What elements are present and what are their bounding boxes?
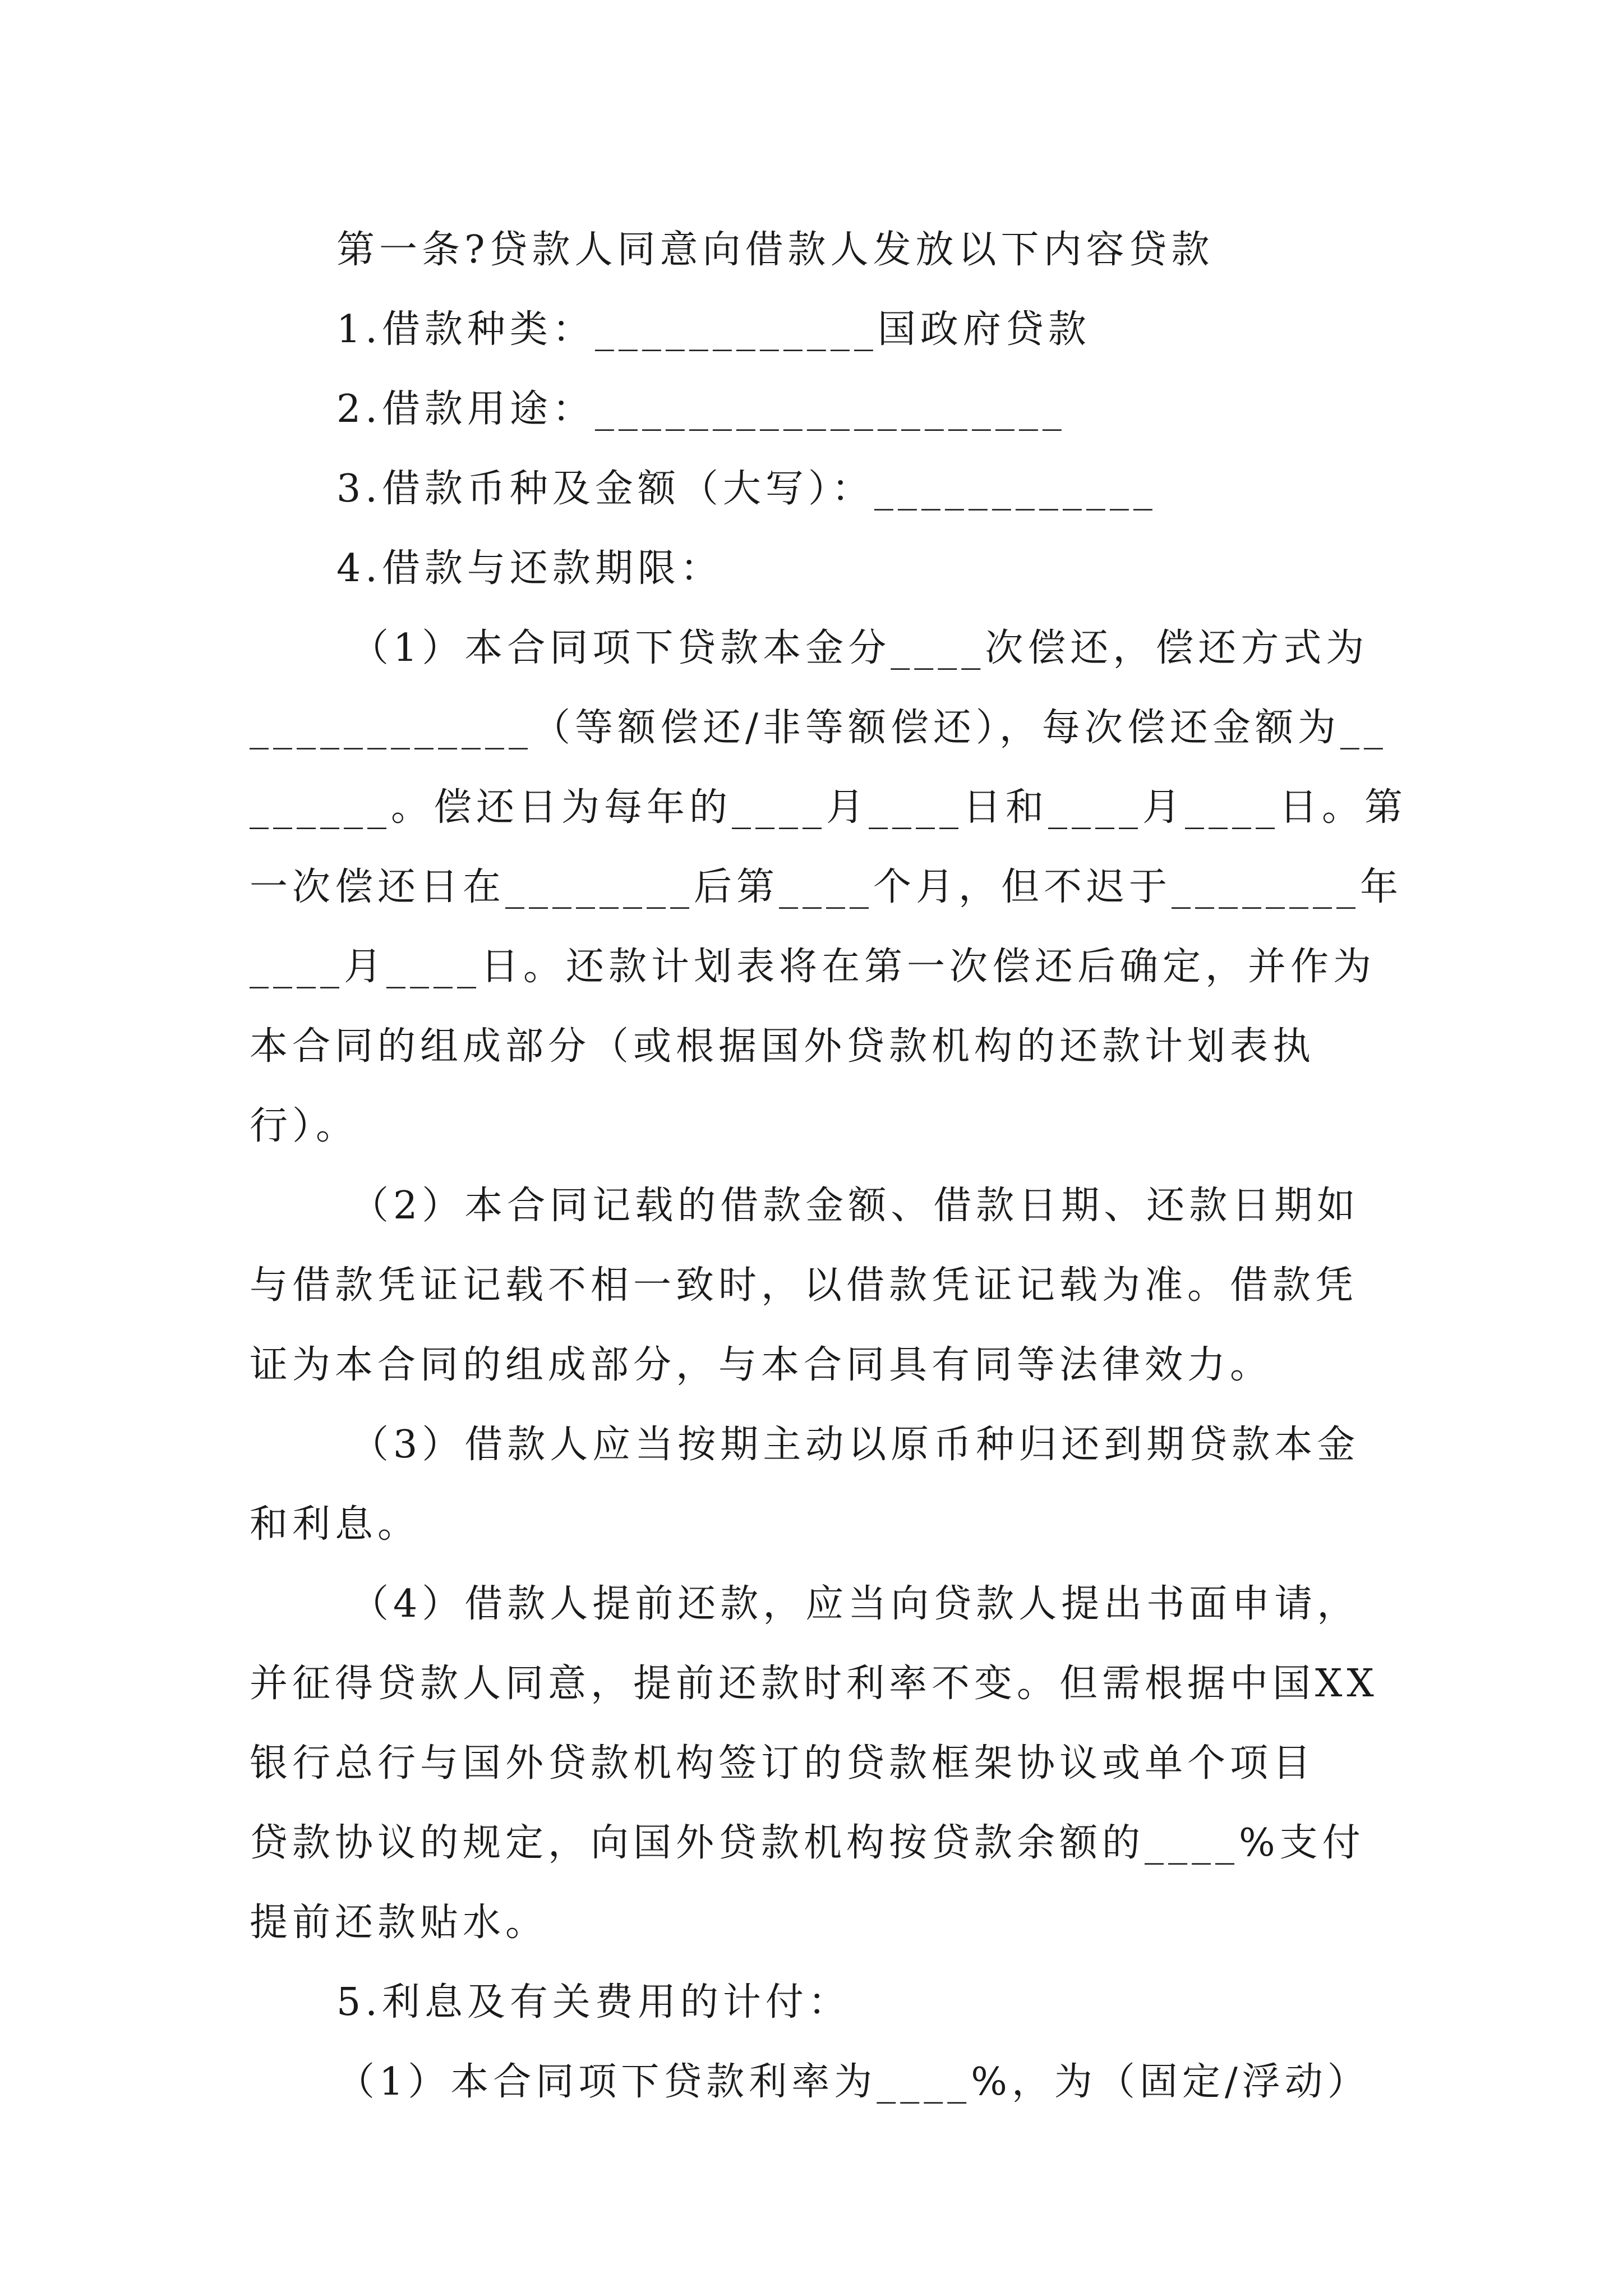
paragraph-4-line-1: （4）借款人提前还款，应当向贷款人提出书面申请， — [351, 1582, 1360, 1626]
paragraph-2-line-3: 证为本合同的组成部分，与本合同具有同等法律效力。 — [250, 1343, 1273, 1387]
loan-currency-amount-line: 3.借款币种及金额（大写）：____________ — [336, 467, 1157, 511]
paragraph-1-line-1: （1）本合同项下贷款本金分____次偿还，偿还方式为 — [351, 626, 1369, 670]
paragraph-1-line-6: 本合同的组成部分（或根据国外贷款机构的还款计划表执 — [250, 1024, 1316, 1069]
loan-purpose-line: 2.借款用途：____________________ — [336, 387, 1066, 431]
paragraph-3-line-2: 和利息。 — [250, 1502, 421, 1547]
paragraph-1-line-7: 行）。 — [250, 1104, 359, 1148]
interest-rate-line: （1）本合同项下贷款利率为____%，为（固定/浮动） — [336, 2060, 1370, 2104]
paragraph-2-line-1: （2）本合同记载的借款金额、借款日期、还款日期如 — [351, 1184, 1360, 1228]
article-1-heading: 第一条?贷款人同意向借款人发放以下内容贷款 — [336, 228, 1214, 272]
paragraph-1-line-3: ______。偿还日为每年的____月____日和____月____日。第 — [250, 785, 1408, 830]
paragraph-4-line-4: 贷款协议的规定，向国外贷款机构按贷款余额的____%支付 — [250, 1821, 1365, 1865]
interest-fees-heading: 5.利息及有关费用的计付： — [336, 1980, 851, 2024]
paragraph-3-line-1: （3）借款人应当按期主动以原币种归还到期贷款本金 — [351, 1423, 1360, 1467]
paragraph-4-line-3: 银行总行与国外贷款机构签订的贷款框架协议或单个项目 — [250, 1741, 1316, 1786]
paragraph-4-line-5: 提前还款贴水。 — [250, 1901, 548, 1945]
paragraph-2-line-2: 与借款凭证记载不相一致时，以借款凭证记载为准。借款凭 — [250, 1263, 1358, 1308]
loan-type-line: 1.借款种类：____________国政府贷款 — [336, 307, 1091, 352]
paragraph-1-line-5: ____月____日。还款计划表将在第一次偿还后确定，并作为 — [250, 945, 1376, 989]
paragraph-1-line-4: 一次偿还日在________后第____个月，但不迟于________年 — [250, 865, 1403, 909]
paragraph-1-line-2: ____________（等额偿还/非等额偿还），每次偿还金额为__ — [250, 706, 1387, 750]
paragraph-4-line-2: 并征得贷款人同意，提前还款时利率不变。但需根据中国XX — [250, 1662, 1378, 1706]
document-body — [250, 210, 1408, 2122]
loan-term-heading: 4.借款与还款期限： — [336, 546, 723, 591]
